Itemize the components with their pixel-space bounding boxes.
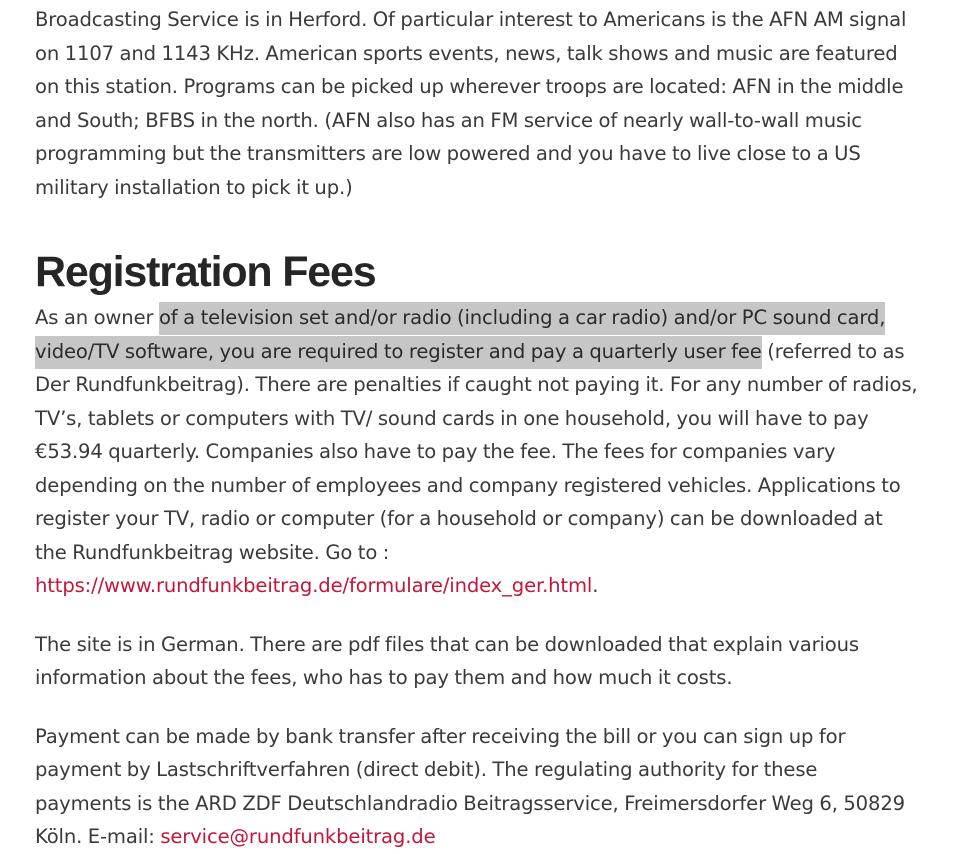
fees-text-start: As an owner: [35, 306, 159, 329]
fees-text-end: .: [592, 574, 599, 597]
highlighted-text[interactable]: of a television set and/or radio (including a car radio) and/or PC sound card, video/TV software, you are required to register and pay a quarterly user fee: [35, 302, 885, 369]
intro-paragraph: Broadcasting Service is in Herford. Of particular interest to Americans is the AFN AM signal on 1107 and 1143 KHz. American sports events, news, talk shows and music are featured on this station. Programs can be picked up wherever troops are located: AFN in the middle and South; BFBS in the north. (AFN also has an FM service of nearly wall-to-wall music programming but the transmitters are low powered and you have to live close to a US military installation to pick it up.): [35, 8, 907, 199]
site-info-paragraph: The site is in German. There are pdf files that can be downloaded that explain various information about the fees, who has to pay them and how much it costs.: [35, 632, 859, 689]
service-email-link[interactable]: service@rundfunkbeitrag.de: [160, 825, 436, 848]
payment-paragraph: [35, 720, 919, 854]
rundfunkbeitrag-forms-link[interactable]: https://www.rundfunkbeitrag.de/formulare/index_ger.html: [35, 574, 593, 597]
fees-paragraph: [35, 301, 919, 603]
section-heading: Registration Fees: [35, 248, 376, 296]
article-body: [35, 3, 919, 854]
fees-text-middle: (referred to as Der Rundfunkbeitrag). There are penalties if caught not paying it. For any number of radios, TV’s, tablets or computers with TV/ sound cards in one household, you will have to pay €53.94 quarterly. Companies also have to pay the fee. The fees for companies vary depending on the number of employees and company registered vehicles. Applications to register your TV, radio or computer (for a household or company) can be downloaded at the Rundfunkbeitrag website. Go to :: [35, 339, 918, 564]
payment-text: Payment can be made by bank transfer after receiving the bill or you can sign up for payment by Lastschriftverfahren (direct debit). The regulating authority for these payments is the ARD ZDF Deutschlandradio Beitragsservice, Freimersdorfer Weg 6, 50829 Köln. E-mail:: [35, 724, 905, 848]
